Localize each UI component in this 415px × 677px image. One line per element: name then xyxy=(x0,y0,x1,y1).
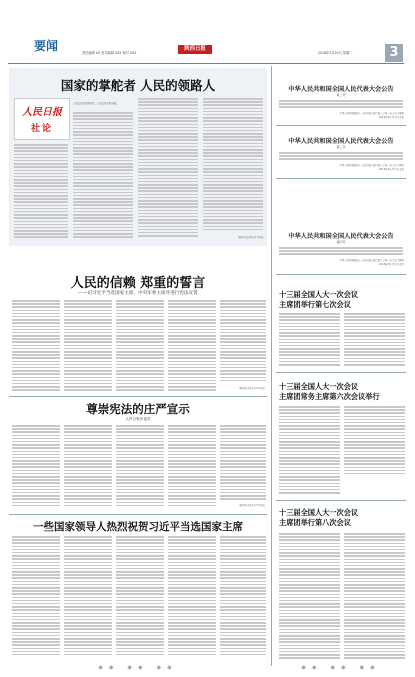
editorial-byline: （新华社北京3月17日电） xyxy=(236,236,265,239)
feature2-text-col5 xyxy=(220,425,266,501)
editor-info: 责任编辑 XX 美术编辑 XXX 校对 XXX xyxy=(82,51,137,55)
column-logo: 人民日报 xyxy=(22,107,62,118)
meeting-2-line2: 主席团常务主席第六次会议举行 xyxy=(279,392,380,401)
editorial-text-col1 xyxy=(14,144,68,242)
divider-a1 xyxy=(276,125,406,126)
announcement-2-signature: 中华人民共和国第十三届全国人民代表大会第一次会议主席团 xyxy=(339,164,404,167)
announcement-1-date: 2018年3月17日于北京 xyxy=(379,116,404,119)
meeting-3-text-col2 xyxy=(344,533,405,661)
announcement-3-text xyxy=(279,247,403,257)
feature1-text-col3 xyxy=(116,300,164,392)
bottom-text-col5 xyxy=(220,536,266,660)
editorial-block xyxy=(9,68,267,246)
column-badge xyxy=(14,98,70,140)
footer-ornament-right: ◆◆ ◆◆ ◆◆ xyxy=(301,664,381,671)
meeting-3-line2: 主席团举行第八次会议 xyxy=(279,518,351,527)
feature1-title: 人民的信赖 郑重的誓言 xyxy=(70,276,206,291)
meeting-3-text-col1 xyxy=(279,533,340,661)
meeting-2-text-col2 xyxy=(344,406,405,476)
announcement-1-number: 第二号 xyxy=(336,93,346,97)
meeting-2-line1: 十三届全国人大一次会议 xyxy=(279,382,359,391)
feature2-text-col2 xyxy=(64,425,112,509)
meeting-2-text-col1 xyxy=(279,406,340,496)
bottom-title: 一些国家领导人热烈祝贺习近平当选国家主席 xyxy=(33,521,243,533)
feature2-byline: （新华社北京3月17日电） xyxy=(237,504,266,507)
feature1-text-col2 xyxy=(64,300,112,392)
announcement-1-signature: 中华人民共和国第十三届全国人民代表大会第一次会议主席团 xyxy=(339,112,404,115)
meeting-1-line2: 主席团举行第七次会议 xyxy=(279,300,351,309)
newspaper-logo: 陕西日报 xyxy=(178,45,212,54)
bottom-text-col1 xyxy=(12,536,60,660)
announcement-2-text xyxy=(279,152,403,162)
feature2-text-col1 xyxy=(12,425,60,509)
page-number: 3 xyxy=(385,44,403,62)
column-name: 社论 xyxy=(30,124,53,134)
meeting-1-line1: 十三届全国人大一次会议 xyxy=(279,290,359,299)
divider-1 xyxy=(9,396,267,397)
announcement-2-date: 2018年3月17日于北京 xyxy=(379,168,404,171)
editorial-title: 国家的掌舵者 人民的领路人 xyxy=(60,78,216,93)
feature1-subtitle: ——记习近平当选国家主席、中央军委主席并进行宪法宣誓 xyxy=(78,291,198,296)
divider-2 xyxy=(9,514,267,515)
meeting-1-text-col1 xyxy=(279,313,340,368)
editorial-lead: 人民是历史的创造者，人民是真正的英雄。 xyxy=(73,102,119,105)
feature1-text-col1 xyxy=(12,300,60,392)
divider-m2 xyxy=(276,500,406,501)
editorial-text-col2 xyxy=(73,112,133,242)
divider-a3 xyxy=(276,274,406,275)
announcement-3-title: 中华人民共和国全国人民代表大会公告 xyxy=(288,233,394,240)
announcement-1-text xyxy=(279,100,403,110)
announcement-2-number: 第三号 xyxy=(336,145,346,149)
issue-date: 2018年3月20日 星期二 xyxy=(318,51,353,55)
column-divider xyxy=(271,66,272,666)
bottom-text-col2 xyxy=(64,536,112,660)
bottom-text-col4 xyxy=(168,536,216,660)
announcement-3-date: 2018年3月17日于北京 xyxy=(379,263,404,266)
meeting-3-line1: 十三届全国人大一次会议 xyxy=(279,508,359,517)
feature2-text-col4 xyxy=(168,425,216,509)
feature2-title: 尊崇宪法的庄严宣示 xyxy=(86,402,190,416)
divider-a2 xyxy=(276,178,406,179)
meeting-1-text-col2 xyxy=(344,313,405,368)
announcement-2-title: 中华人民共和国全国人民代表大会公告 xyxy=(288,138,394,145)
footer-ornament-left: ◆◆ ◆◆ ◆◆ xyxy=(98,664,178,671)
feature2-text-col3 xyxy=(116,425,164,509)
editorial-text-col3 xyxy=(138,98,198,242)
editorial-text-col4 xyxy=(203,98,263,234)
announcement-1-title: 中华人民共和国全国人民代表大会公告 xyxy=(288,86,394,93)
announcement-3-signature: 中华人民共和国第十三届全国人民代表大会第一次会议主席团 xyxy=(339,259,404,262)
feature1-text-col5 xyxy=(220,300,266,384)
announcement-3-number: 第四号 xyxy=(336,240,346,244)
bottom-text-col3 xyxy=(116,536,164,660)
section-title: 要闻 xyxy=(34,39,59,53)
feature1-text-col4 xyxy=(168,300,216,392)
feature1-byline: （新华社北京3月17日电） xyxy=(237,387,266,390)
header-rule xyxy=(8,63,404,64)
feature2-subtitle: 人民日报评论员 xyxy=(125,417,151,421)
divider-m1 xyxy=(276,372,406,373)
